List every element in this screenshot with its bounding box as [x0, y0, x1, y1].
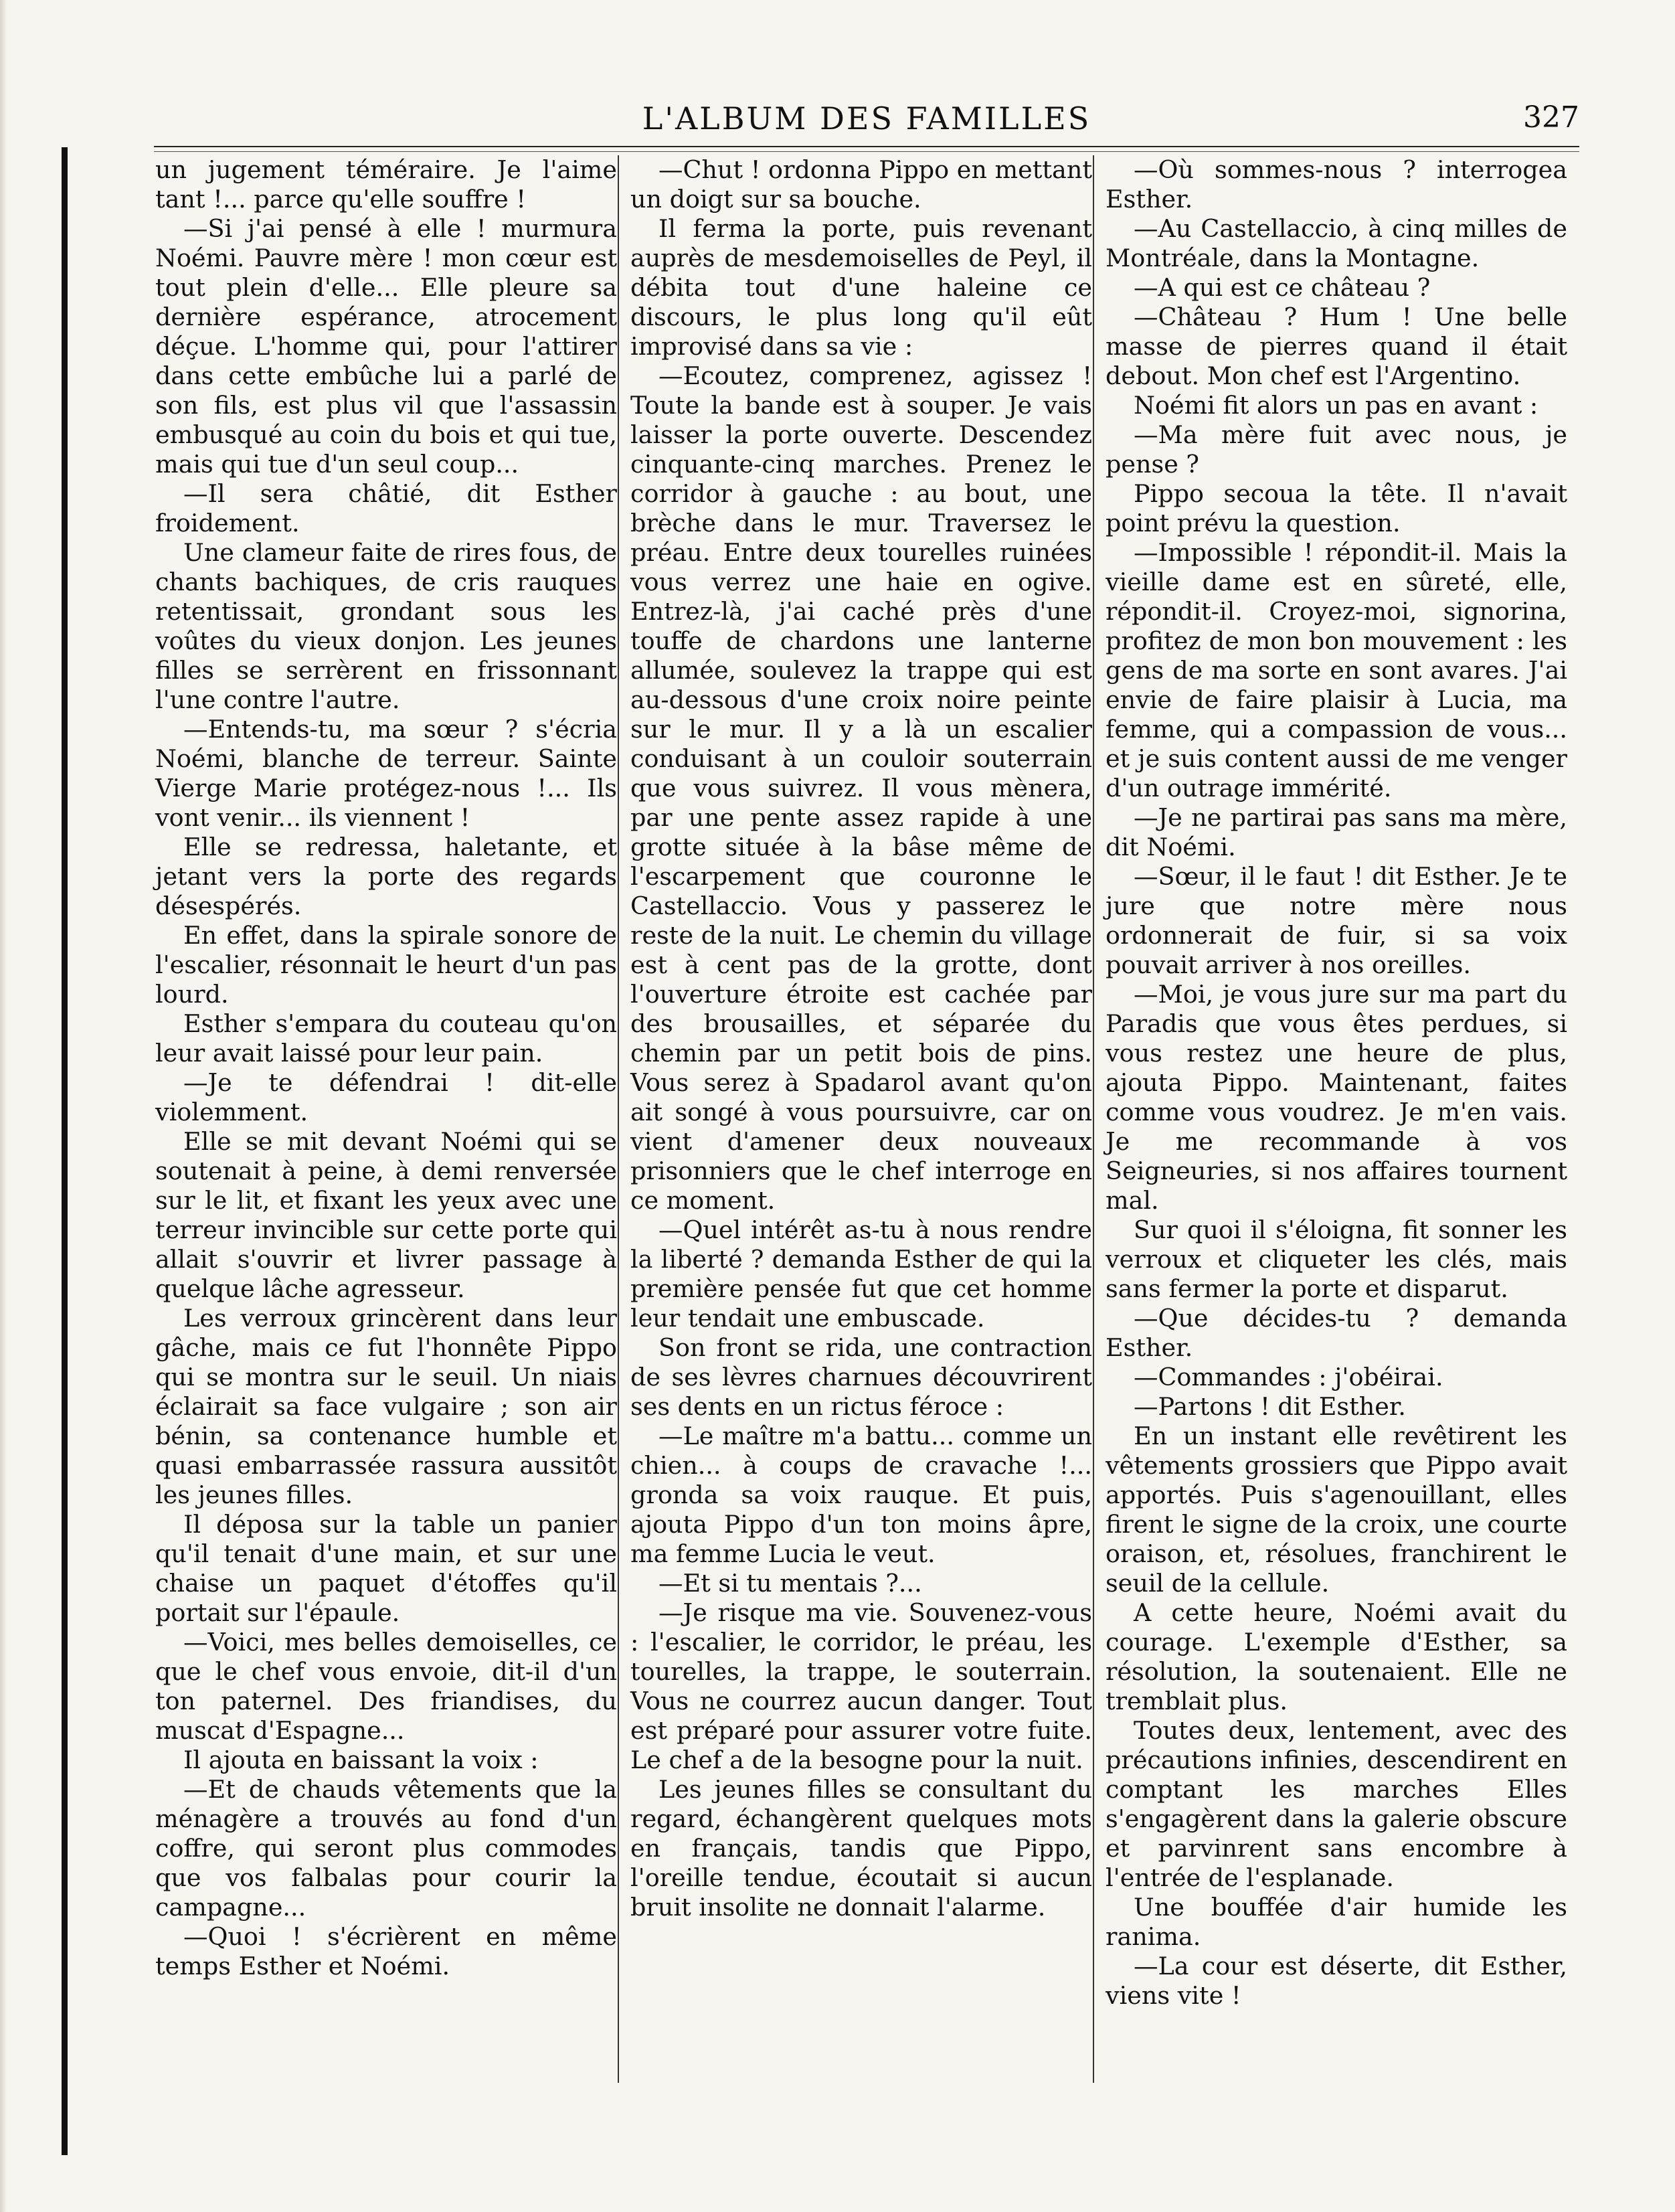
paragraph: Une clameur faite de rires fous, de chants bachiques, de cris rauques retentissait, grondant sous les voûtes du vieux donjon. Les jeunes filles se serrèrent en frissonnant l'une contre l'autre.	[155, 538, 617, 714]
paragraph: —Impossible ! répondit-il. Mais la vieille dame est en sûreté, elle, répondit-il. Croyez-moi, signorina, profitez de mon bon mouvement : les gens de ma sorte en sont avares. J'ai envie de faire plaisir à Lucia, ma femme, qui a compassion de vous... et je suis content aussi de me venger d'un outrage immérité.	[1106, 538, 1567, 802]
paragraph: —Je risque ma vie. Souvenez-vous : l'escalier, le corridor, le préau, les tourelles, la trappe, le souterrain. Vous ne courrez aucun danger. Tout est préparé pour assurer votre fuite. Le chef a de la besogne pour la nuit.	[630, 1598, 1092, 1774]
paragraph: —Partons ! dit Esther.	[1134, 1392, 1406, 1421]
paragraph: —Château ? Hum ! Une belle masse de pierres quand il était debout. Mon chef est l'Argentino.	[1106, 303, 1567, 390]
paragraph: A cette heure, Noémi avait du courage. L'exemple d'Esther, sa résolution, la soutenaient. Elle ne tremblait plus.	[1106, 1598, 1567, 1715]
binding-bar	[62, 147, 68, 2155]
paragraph: —Quoi ! s'écrièrent en même temps Esther et Noémi.	[155, 1922, 617, 1980]
column-divider	[618, 155, 619, 2083]
header-rule	[154, 146, 1579, 152]
paragraph: Les verroux grincèrent dans leur gâche, mais ce fut l'honnête Pippo qui se montra sur le seuil. Un niais éclairait sa face vulgaire ; son air bénin, sa contenance humble et quasi embarrassée rassura aussitôt les jeunes filles.	[155, 1304, 617, 1509]
paragraph: —Quel intérêt as-tu à nous rendre la liberté ? demanda Esther de qui la première pensée fut que cet homme leur tendait une embuscade.	[630, 1215, 1092, 1333]
paragraph: —Le maître m'a battu... comme un chien... à coups de cravache !... gronda sa voix rauque. Et puis, ajouta Pippo d'un ton moins âpre, ma femme Lucia le veut.	[630, 1422, 1092, 1568]
paragraph: Une bouffée d'air humide les ranima.	[1106, 1893, 1567, 1951]
paragraph: —Moi, je vous jure sur ma part du Paradis que vous êtes perdues, si vous restez une heure de plus, ajouta Pippo. Maintenant, faites comme vous voudrez. Je m'en vais. Je me recommande à vos Seigneuries, si nos affaires tournent mal.	[1106, 980, 1567, 1215]
paragraph: —Voici, mes belles demoiselles, ce que le chef vous envoie, dit-il d'un ton paternel. Des friandises, du muscat d'Espagne...	[155, 1628, 617, 1745]
paragraph: —Et de chauds vêtements que la ménagère a trouvés au fond d'un coffre, qui seront plus commodes que vos falbalas pour courir la campagne...	[155, 1775, 617, 1922]
paragraph: Il déposa sur la table un panier qu'il tenait d'une main, et sur une chaise un paquet d'étoffes qu'il portait sur l'épaule.	[155, 1510, 617, 1627]
page-number: 327	[1523, 100, 1579, 135]
paragraph: Toutes deux, lentement, avec des précautions infinies, descendirent en comptant les marches Elles s'engagèrent dans la galerie obscure et parvinrent sans encombre à l'entrée de l'esplanade.	[1106, 1716, 1567, 1892]
paragraph: —A qui est ce château ?	[1134, 273, 1431, 302]
paragraph: Elle se mit devant Noémi qui se soutenait à peine, à demi renversée sur le lit, et fixant les yeux avec une terreur invincible sur cette porte qui allait s'ouvrir et livrer passage à quelque lâche agresseur.	[155, 1127, 617, 1303]
column-divider	[1093, 155, 1094, 2083]
paragraph: —Entends-tu, ma sœur ? s'écria Noémi, blanche de terreur. Sainte Vierge Marie protégez-nous !... Ils vont venir... ils viennent !	[155, 715, 617, 832]
paragraph: En effet, dans la spirale sonore de l'escalier, résonnait le heurt d'un pas lourd.	[155, 921, 617, 1009]
paragraph: Elle se redressa, haletante, et jetant vers la porte des regards désespérés.	[155, 833, 617, 920]
paragraph: Il ferma la porte, puis revenant auprès de mesdemoiselles de Peyl, il débita tout d'une haleine ce discours, le plus long qu'il eût improvisé dans sa vie :	[630, 214, 1092, 361]
paragraph: —Que décides-tu ? demanda Esther.	[1106, 1304, 1567, 1362]
paragraph: Il ajouta en baissant la voix :	[183, 1746, 539, 1774]
paragraph: En un instant elle revêtirent les vêtements grossiers que Pippo avait apportés. Puis s'agenouillant, elles firent le signe de la croix, une courte oraison, et, résolues, franchirent le seuil de la cellule.	[1106, 1422, 1567, 1598]
paragraph: Les jeunes filles se consultant du regard, échangèrent quelques mots en français, tandis que Pippo, l'oreille tendue, écoutait si aucun bruit insolite ne donnait l'alarme.	[630, 1775, 1092, 1922]
text-column-3	[1106, 155, 1567, 2011]
paragraph: Esther s'empara du couteau qu'on leur avait laissé pour leur pain.	[155, 1009, 617, 1068]
paragraph: —Il sera châtié, dit Esther froidement.	[155, 479, 617, 537]
page-header	[154, 100, 1579, 141]
paragraph: —Au Castellaccio, à cinq milles de Montréale, dans la Montagne.	[1106, 214, 1567, 272]
paragraph: —Sœur, il le faut ! dit Esther. Je te jure que notre mère nous ordonnerait de fuir, si sa voix pouvait arriver à nos oreilles.	[1106, 862, 1567, 979]
paragraph: —Ma mère fuit avec nous, je pense ?	[1106, 420, 1567, 479]
paragraph: —Commandes : j'obéirai.	[1134, 1363, 1443, 1391]
paragraph: Noémi fit alors un pas en avant :	[1134, 391, 1538, 420]
paragraph: —Ecoutez, comprenez, agissez ! Toute la bande est à souper. Je vais laisser la porte ouverte. Descendez cinquante-cinq marches. Prenez le corridor à gauche : au bout, une brèche dans le mur. Traversez le préau. Entre deux tourelles ruinées vous verrez une haie en ogive. Entrez-là, j'ai caché près d'une touffe de chardons une lanterne allumée, soulevez la trappe qui est au-dessous d'une croix noire peinte sur le mur. Il y a là un escalier conduisant à un couloir souterrain que vous suivrez. Il vous mènera, par une pente assez rapide à une grotte située à la bâse même de l'escarpement que couronne le Castellaccio. Vous y passerez le reste de la nuit. Le chemin du village est à cent pas de la grotte, dont l'ouverture étroite est cachée par des brousailles, et séparée du chemin par un petit bois de pins. Vous serez à Spadarol avant qu'on ait songé à vous poursuivre, car on vient d'amener deux nouveaux prisonniers que le chef interroge en ce moment.	[630, 361, 1092, 1215]
paragraph: —Je ne partirai pas sans ma mère, dit Noémi.	[1106, 803, 1567, 861]
paragraph: —Si j'ai pensé à elle ! murmura Noémi. Pauvre mère ! mon cœur est tout plein d'elle... Elle pleure sa dernière espérance, atrocement déçue. L'homme qui, pour l'attirer dans cette embûche lui a parlé de son fils, est plus vil que l'assassin embusqué au coin du bois et qui tue, mais qui tue d'un seul coup...	[155, 214, 617, 479]
paragraph: —Chut ! ordonna Pippo en mettant un doigt sur sa bouche.	[630, 155, 1092, 214]
paragraph: —Et si tu mentais ?...	[658, 1569, 922, 1598]
running-title: L'ALBUM DES FAMILLES	[642, 100, 1091, 137]
paragraph: —Je te défendrai ! dit-elle violemment.	[155, 1068, 617, 1126]
paragraph: un jugement téméraire. Je l'aime tant !... parce qu'elle souffre !	[155, 155, 617, 214]
paragraph: —La cour est déserte, dit Esther, viens vite !	[1106, 1952, 1567, 2010]
paragraph: Son front se rida, une contraction de ses lèvres charnues découvrirent ses dents en un rictus féroce :	[630, 1333, 1092, 1421]
paragraph: —Où sommes-nous ? interrogea Esther.	[1106, 155, 1567, 214]
paragraph: Pippo secoua la tête. Il n'avait point prévu la question.	[1106, 479, 1567, 537]
text-column-1	[155, 155, 617, 1981]
paragraph: Sur quoi il s'éloigna, fit sonner les verroux et cliqueter les clés, mais sans fermer la porte et disparut.	[1106, 1215, 1567, 1303]
page-edge	[0, 0, 7, 2212]
text-column-2	[630, 155, 1092, 1922]
